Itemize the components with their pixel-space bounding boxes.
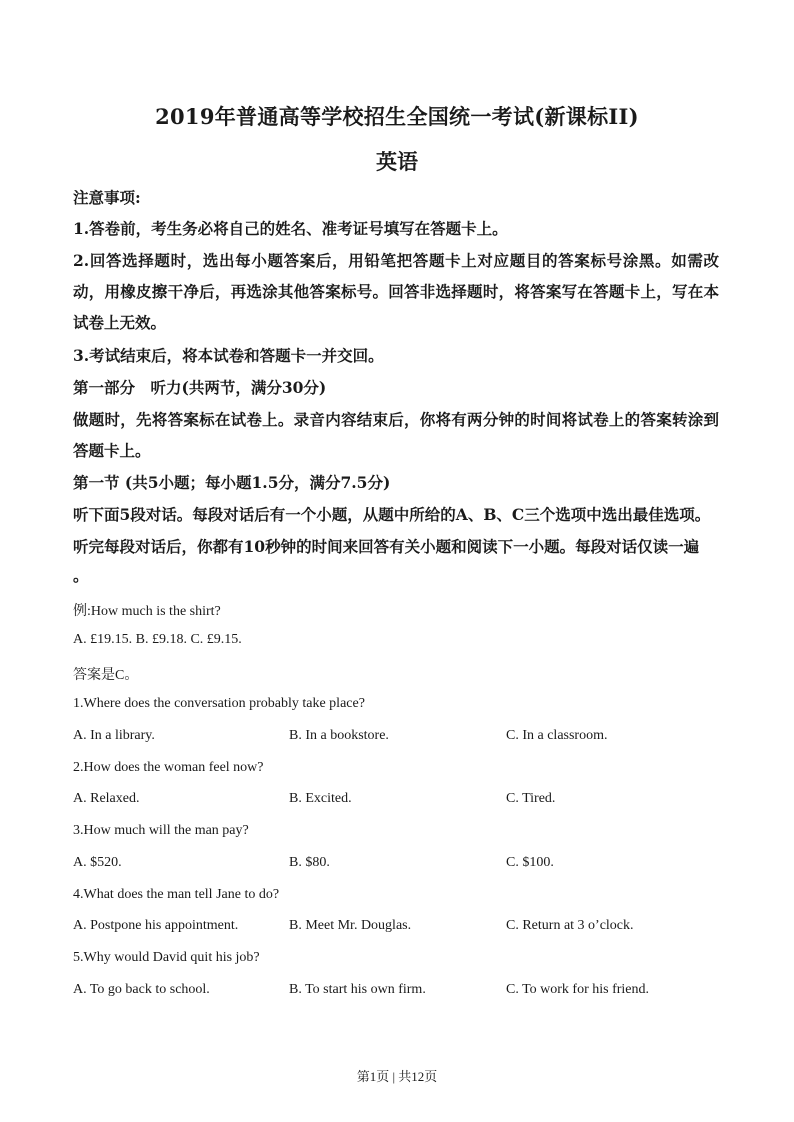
question-1-option-b: B. In a bookstore. [289,728,389,743]
question-2-option-c: C. Tired. [506,791,556,806]
example-options: A. £19.15. B. £9.18. C. £9.15. [73,632,242,647]
part1-instructions: 做题时，先将答案标在试卷上。录音内容结束后，你将有两分钟的时间将试卷上的答案转涂到答题卡上。 [73,410,719,460]
question-2-option-b: B. Excited. [289,791,352,806]
subject-title: 英语 [376,149,418,174]
question-4-option-b: B. Meet Mr. Douglas. [289,918,412,933]
question-5-option-a: A. To go back to school. [73,982,210,997]
question-5: 5.Why would David quit his job? [73,950,260,965]
example-answer: 答案是C。 [73,668,139,683]
section1-heading: 第一节 (共5小题；每小题1.5分，满分7.5分) [73,473,391,492]
example-question: 例:How much is the shirt? [73,604,221,619]
notice-item-1: 1.答卷前，考生务必将自己的姓名、准考证号填写在答题卡上。 [73,219,508,238]
question-1-option-a: A. In a library. [73,728,155,743]
question-4-option-a: A. Postpone his appointment. [73,918,239,933]
question-4-option-c: C. Return at 3 o’clock. [506,918,634,933]
question-3-option-b: B. $80. [289,855,330,870]
notice-heading: 注意事项: [73,188,141,207]
question-3: 3.How much will the man pay? [73,823,249,838]
section1-instruction-line2: 听完每段对话后，你都有10秒钟的时间来回答有关小题和阅读下一小题。每段对话仅读一遍 [73,537,700,556]
notice-item-3: 3.考试结束后，将本试卷和答题卡一并交回。 [73,346,384,365]
question-2: 2.How does the woman feel now? [73,760,264,775]
question-5-option-c: C. To work for his friend. [506,982,650,997]
question-2-option-a: A. Relaxed. [73,791,140,806]
question-1-option-c: C. In a classroom. [506,728,608,743]
question-3-option-c: C. $100. [506,855,554,870]
section1-instruction-line1: 听下面5段对话。每段对话后有一个小题，从题中所给的A、B、C三个选项中选出最佳选项。 [73,505,711,524]
notice-item-2: 2.回答选择题时，选出每小题答案后，用铅笔把答题卡上对应题目的答案标号涂黑。如需改动，用橡皮擦干净后，再选涂其他答案标号。回答非选择题时，将答案写在答题卡上，写在本试卷上无效。 [73,251,719,332]
part1-heading: 第一部分 听力(共两节，满分30分) [73,378,327,397]
question-3-option-a: A. $520. [73,855,122,870]
exam-title: 2019年普通高等学校招生全国统一考试(新课标II) [155,104,639,129]
question-5-option-b: B. To start his own firm. [289,982,426,997]
question-1: 1.Where does the conversation probably take place? [73,696,365,711]
question-4: 4.What does the man tell Jane to do? [73,887,280,902]
page-footer: 第1页 | 共12页 [356,1069,438,1084]
section1-instruction-line3: 。 [73,566,89,585]
